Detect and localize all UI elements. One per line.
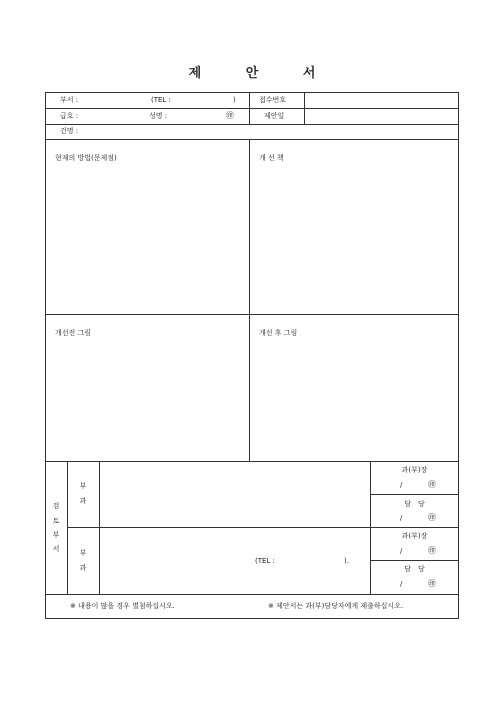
grade-label: 급호 : [60, 112, 79, 120]
document-title [0, 62, 504, 81]
sign-divider-1 [370, 494, 459, 495]
dept-label: 부서 : [60, 96, 79, 104]
review-dept2-char-1: 부 [79, 549, 87, 557]
seal-icon: ㊞ [226, 111, 234, 120]
staff-seal-icon-1: ㊞ [428, 513, 436, 522]
content-center-divider [249, 139, 250, 461]
manager-seal-icon-2: ㊞ [428, 546, 436, 555]
tel-open-label: (TEL : [151, 96, 171, 104]
review-side-char-1: 검 [52, 502, 60, 510]
content-bottom-divider [45, 461, 459, 462]
name-field[interactable] [178, 111, 223, 122]
footer-note-left: ※ 내용이 많을 경우 별첨하십시오. [70, 602, 175, 610]
staff-label-2: 담 당 [404, 565, 425, 573]
col-divider-b [304, 92, 305, 124]
review-dept2-char-2: 과 [79, 564, 87, 572]
content-middle-divider [45, 314, 459, 315]
receipt-no-label: 접수번호 [259, 96, 287, 104]
subject-field[interactable] [88, 126, 456, 137]
staff-label-1: 담 당 [404, 500, 425, 508]
row-divider-2 [45, 124, 459, 125]
tel-field[interactable] [182, 95, 230, 106]
title-char-1: 제 [188, 66, 202, 81]
review-row-divider [67, 527, 459, 528]
current-method-area[interactable] [52, 168, 244, 308]
footer-divider [45, 594, 459, 595]
review-side-char-4: 서 [52, 545, 60, 553]
after-drawing-label: 개선 후 그림 [259, 329, 298, 337]
sign-divider-2 [370, 560, 459, 561]
title-char-2: 안 [245, 66, 259, 81]
manager-seal-icon-1: ㊞ [428, 480, 436, 489]
row-divider-3 [45, 139, 459, 140]
tel-close-label: ) [233, 96, 236, 104]
review-tel-close: ). [344, 557, 349, 565]
current-method-label: 현재의 방법(문제점) [55, 154, 117, 162]
review-dept1-char-2: 과 [79, 497, 87, 505]
before-drawing-area[interactable] [52, 342, 244, 456]
staff-seal-icon-2: ㊞ [428, 579, 436, 588]
improvement-label: 개 선 책 [259, 154, 284, 162]
proposal-date-label: 제안일 [264, 112, 285, 120]
staff-slash-1: / [400, 514, 403, 522]
dept-field[interactable] [90, 95, 150, 106]
subject-label: 건명 : [60, 127, 79, 135]
review-dept1-char-1: 부 [79, 482, 87, 490]
review-side-char-3: 부 [52, 531, 60, 539]
review-tel-label: (TEL : [255, 557, 275, 565]
manager-label-2: 과(부)장 [401, 532, 428, 540]
review-dept2-opinion-area[interactable] [102, 530, 367, 555]
title-char-3: 서 [302, 66, 316, 81]
receipt-no-field[interactable] [306, 94, 456, 106]
footer-note-right: ※ 제안서는 과(부)담당자에게 제출하십시오. [268, 602, 404, 610]
staff-slash-2: / [400, 580, 403, 588]
review-dept1-opinion-area[interactable] [102, 464, 367, 524]
col-divider-a [249, 92, 250, 124]
proposal-date-field[interactable] [306, 110, 456, 122]
manager-slash-1: / [400, 481, 403, 489]
manager-label-1: 과(부)장 [401, 466, 428, 474]
manager-slash-2: / [400, 547, 403, 555]
improvement-area[interactable] [256, 168, 454, 308]
review-side-char-2: 토 [52, 517, 60, 525]
name-label: 성명 : [149, 112, 168, 120]
grade-field[interactable] [88, 111, 143, 122]
row-divider-1 [45, 108, 459, 109]
after-drawing-area[interactable] [256, 342, 454, 456]
before-drawing-label: 개선전 그림 [55, 329, 92, 337]
review-tel-field[interactable] [286, 556, 341, 567]
